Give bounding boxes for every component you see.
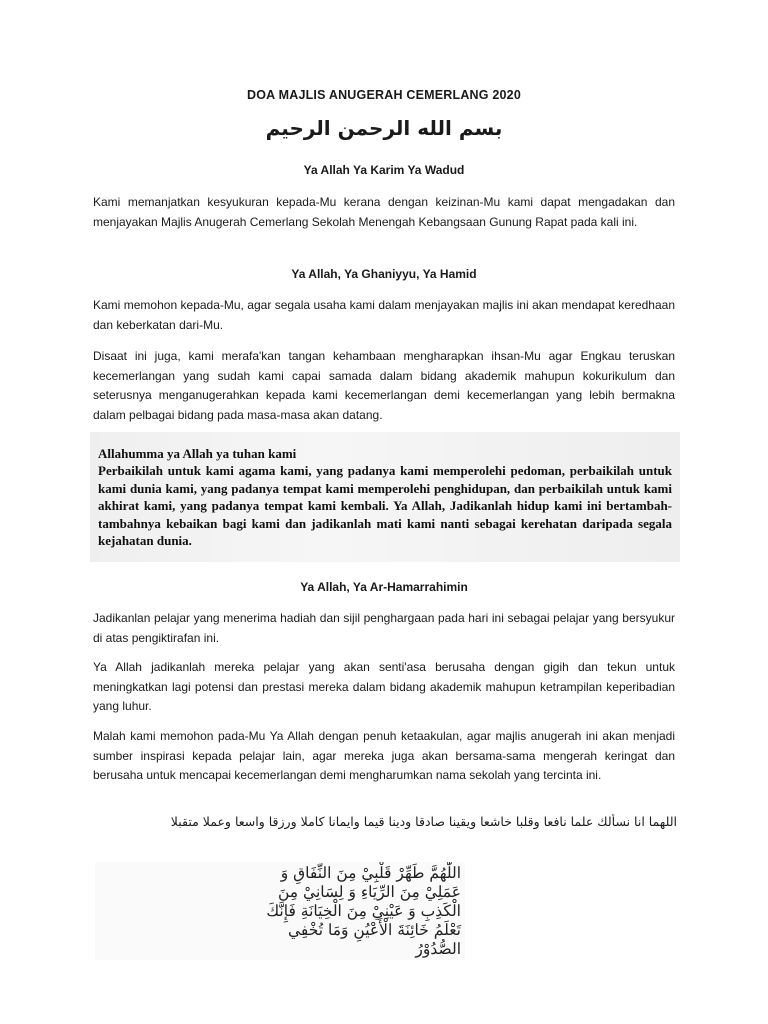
scanned-prayer-image xyxy=(90,432,680,562)
document-title: DOA MAJLIS ANUGERAH CEMERLANG 2020 xyxy=(247,88,521,102)
arabic-scan-line: اللّٰهُمَّ طَهِّرْ قَلْبِيْ مِنَ النِّفَاقِ وَ xyxy=(280,864,461,882)
paragraph-berusaha: Ya Allah jadikanlah mereka pelajar yang akan senti'asa berusaha dengan gigih dan tekun untuk meningkatkan lagi potensi dan prestasi mereka dalam bidang akademik mahupun ketrampilan keperibadian yang luhur. xyxy=(93,660,675,713)
paragraph-pelajar-hadiah: Jadikanlan pelajar yang menerima hadiah dan sijil penghargaan pada hari ini sebagai pelajar yang bersyukur di atas pengiktirafan ini. xyxy=(93,611,675,645)
heading-ya-karim: Ya Allah Ya Karim Ya Wadud xyxy=(303,163,465,177)
arabic-prayer-line: اللهما انا نسألك علما نافعا وقلبا خاشعا ويقينا صادقا ودينا قيما وايمانا كاملا ورزقا واسعا وعملا متقبلا xyxy=(170,814,677,829)
heading-ya-ghaniyyu: Ya Allah, Ya Ghaniyyu, Ya Hamid xyxy=(291,267,477,281)
scanned-arabic-prayer-image xyxy=(95,862,465,960)
arabic-scan-line: تَعْلَمُ خَائِنَةَ الْأَعْيُنِ وَمَا تُخْفِي xyxy=(287,921,461,939)
paragraph-kesyukuran: Kami memanjatkan kesyukuran kepada-Mu kerana dengan keizinan-Mu kami dapat mengadakan dan menjayakan Majlis Anugerah Cemerlang Sekolah Menengah Kebangsaan Gunung Rapat pada kali ini. xyxy=(93,195,675,229)
paragraph-memohon: Kami memohon kepada-Mu, agar segala usaha kami dalam menjayakan majlis ini akan mendapat keredhaan dan keberkatan dari-Mu. xyxy=(93,298,675,332)
arabic-scan-line: الْكَذِبِ وَ عَيْنِيْ مِنَ الْخِيَانَةِ فَإِنَّكَ xyxy=(266,902,461,920)
paragraph-inspirasi: Malah kami memohon pada-Mu Ya Allah dengan penuh ketaakulan, agar majlis anugerah ini akan menjadi sumber inspirasi kepada pelajar lain, agar mereka juga akan bersama-sama mengerah keringat dan berusaha untuk mencapai kecemerlangan demi mengharumkan nama sekolah yang tercinta ini. xyxy=(93,729,675,782)
heading-ya-arhamarrahimin: Ya Allah, Ya Ar-Hamarrahimin xyxy=(300,580,468,594)
paragraph-merafakan: Disaat ini juga, kami merafa'kan tangan kehambaan mengharapkan ihsan-Mu agar Engkau teruskan kecemerlangan yang sudah kami capai samada dalam bidang akademik mahupun kokurikulum dan seterusnya menganugerahkan kepada kami kecemerlangan demi kecemerlangan yang lebih bermakna dalam pelbagai bidang pada masa-masa akan datang. xyxy=(93,349,675,422)
arabic-scan-line: عَمَلِيْ مِنَ الرِّيَاءِ وَ لِسَانِيْ مِنَ xyxy=(278,883,461,901)
scanned-prayer-text: Perbaikilah untuk kami agama kami, yang padanya kami memperolehi pedoman, perbaikilah untuk kami dunia kami, yang padanya tempat kami memperolehi penghidupan, dan perbaikilah untuk kami akhirat kami, yang padanya tempat kami kembali. Ya Allah, Jadikanlah hidup kami ini bertambah-tambahnya kebaikan bagi kami dan jadikanlah mati kami nanti sebagai kerehatan daripada segala kejahatan dunia. xyxy=(98,463,672,548)
scanned-prayer-title: Allahumma ya Allah ya tuhan kami xyxy=(98,446,297,461)
bismillah-text: بسم الله الرحمن الرحيم xyxy=(265,116,503,140)
arabic-scan-line: الصُّدُوْرُ xyxy=(415,940,461,958)
